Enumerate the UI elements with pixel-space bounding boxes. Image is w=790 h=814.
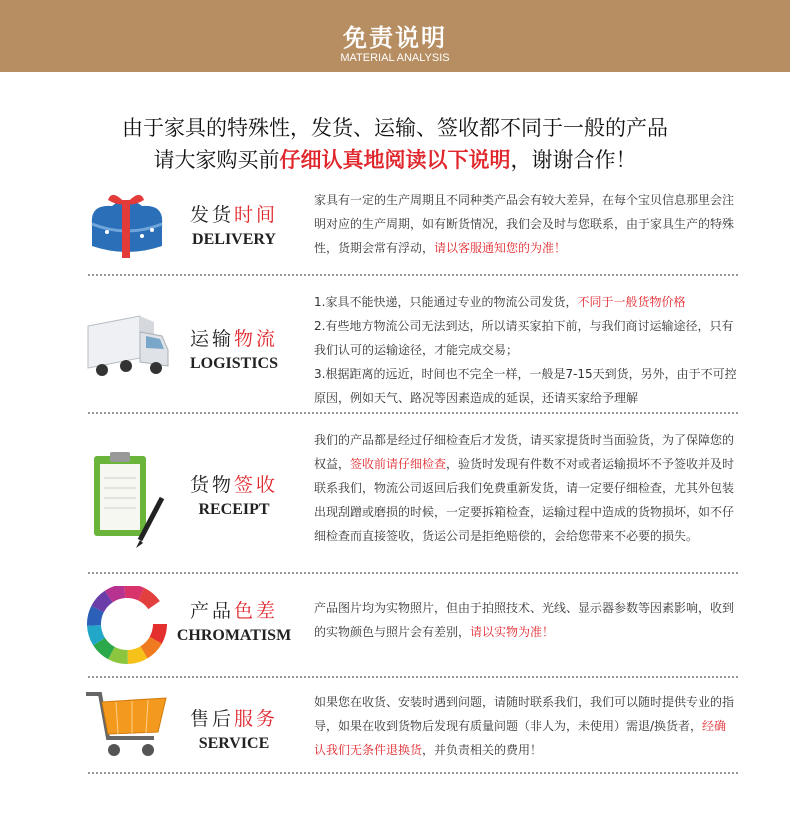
- receipt-title-cn: 货物签收: [189, 474, 279, 496]
- banner-subtitle: MATERIAL ANALYSIS: [340, 52, 450, 64]
- service-description: 如果您在收货、安装时遇到问题，请随时联系我们，我们可以随时提供专业的指导，如果在收到货物后发现有质量问题（非人为，未使用）需退/换货者，经确认我们无条件退换货，并负责相关的费用！: [314, 695, 735, 757]
- chromatism-description: 产品图片均为实物照片，但由于拍照技术、光线、显示器参数等因素影响，收到的实物颜色与照片会有差别，请以实物为准！: [314, 601, 735, 639]
- divider: [88, 572, 738, 574]
- logistics-title-cn: 运输物流: [189, 328, 279, 350]
- delivery-title-cn: 发货时间: [189, 204, 279, 226]
- shopping-cart-icon: [82, 688, 172, 768]
- clipboard-pen-icon: [82, 448, 172, 548]
- section-chromatism: [82, 586, 742, 658]
- color-wheel-icon: [82, 586, 172, 666]
- logistics-point-3: 3.根据距离的远近，时间也不完全一样，一般是7-15天到货，另外，由于不可控原因，例如天气、路况等因素造成的延误，还请买家给予理解: [314, 367, 737, 405]
- divider: [88, 676, 738, 678]
- logistics-title: [174, 324, 294, 373]
- logistics-point-2: 2.有些地方物流公司无法到达，所以请买家拍下前，与我们商讨运输途径，只有我们认可的运输途径，才能完成交易；: [314, 319, 734, 357]
- intro-line-2-post: ，谢谢合作！: [510, 148, 637, 172]
- intro-line-2: [0, 144, 790, 174]
- service-title-en: SERVICE: [198, 735, 270, 752]
- intro-line-2-highlight: 仔细认真地阅读以下说明: [279, 148, 511, 172]
- intro-line-1: 由于家具的特殊性，发货、运输、签收都不同于一般的产品: [122, 116, 668, 140]
- section-receipt: [82, 426, 742, 562]
- logistics-title-en: LOGISTICS: [189, 355, 279, 372]
- section-delivery: [82, 186, 742, 266]
- receipt-title: [174, 470, 294, 519]
- service-title: [174, 704, 294, 753]
- chromatism-title-en: CHROMATISM: [176, 627, 292, 644]
- delivery-title-en: DELIVERY: [192, 231, 276, 248]
- header-banner: [0, 0, 790, 72]
- banner-title: 免责说明: [343, 24, 447, 52]
- gift-box-icon: [82, 186, 172, 266]
- section-logistics: [82, 288, 742, 405]
- logistics-description: [314, 290, 738, 410]
- divider: [88, 412, 738, 414]
- receipt-description: 我们的产品都是经过仔细检查后才发货，请买家提货时当面验货，为了保障您的权益，签收前请仔细检查，验货时发现有件数不对或者运输损坏不予签收并及时联系我们，物流公司返回后我们免费重新发货，请一定要仔细检查，尤其外包装出现刮蹭或磨损的时候，一定要拆箱检查，运输过程中造成的货物损坏，如不仔细检查而直接签收，货运公司是拒绝赔偿的，会给您带来不必要的损失。: [314, 433, 735, 543]
- delivery-description: 家具有一定的生产周期且不同种类产品会有较大差异，在每个宝贝信息那里会注明对应的生产周期，如有断货情况，我们会及时与您联系，由于家具生产的特殊性，货期会常有浮动，请以客服通知您的为准！: [314, 193, 735, 255]
- section-service: [82, 688, 742, 768]
- divider: [88, 274, 738, 276]
- service-title-cn: 售后服务: [189, 708, 279, 730]
- logistics-point-1: 1.家具不能快递，只能通过专业的物流公司发货，不同于一般货物价格: [314, 295, 686, 309]
- divider: [88, 772, 738, 774]
- intro-line-2-pre: 请大家购买前: [153, 148, 280, 172]
- chromatism-title-cn: 产品色差: [189, 600, 279, 622]
- receipt-title-en: RECEIPT: [198, 501, 270, 518]
- chromatism-title: [174, 596, 294, 645]
- delivery-title: [174, 200, 294, 249]
- truck-icon: [82, 308, 172, 388]
